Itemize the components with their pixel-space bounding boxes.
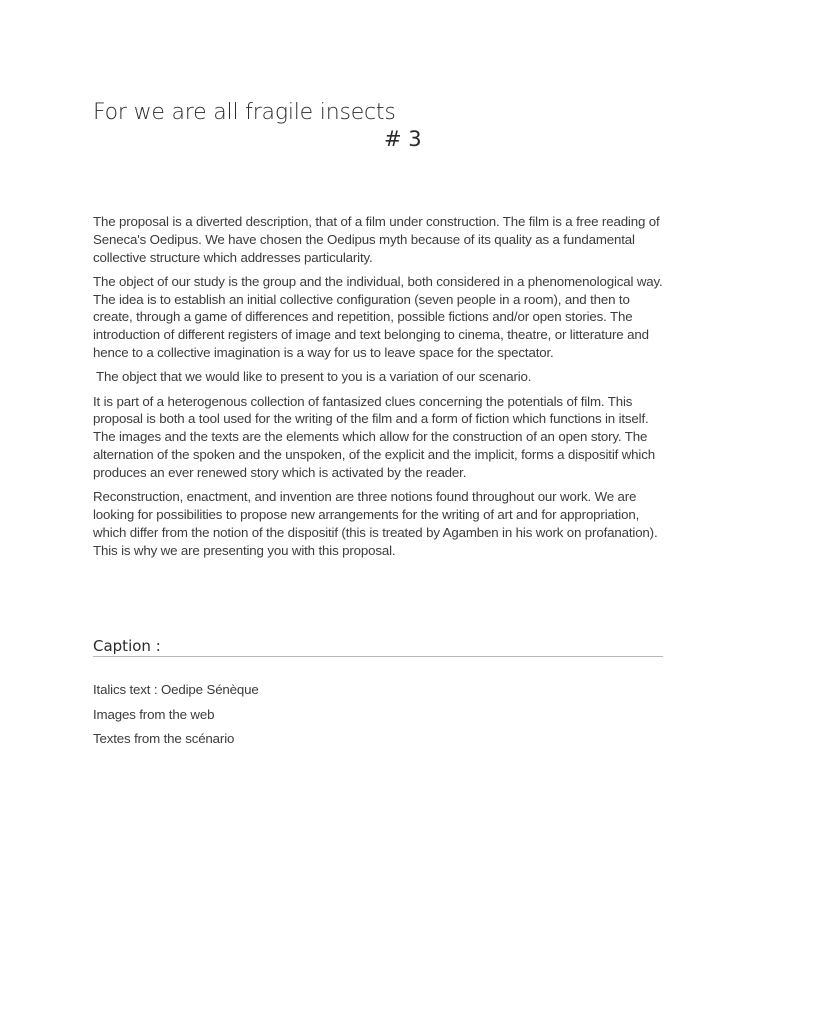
- paragraph-3: The object that we would like to present to you is a variation of our scenario.: [96, 369, 532, 385]
- caption-list: [93, 680, 259, 754]
- paragraph-1: The proposal is a diverted description, that of a film under construction. The film is a free reading of Seneca's Oedipus. We have chosen the Oedipus myth because of its quality as a fundamental collective structure which addresses particularity.: [93, 214, 660, 265]
- caption-item: Italics text : Oedipe Sénèque: [93, 682, 259, 697]
- caption-item: Images from the web: [93, 706, 215, 722]
- paragraph-4: It is part of a heterogenous collection of fantasized clues concerning the potentials of film. This proposal is both a tool used for the writing of the film and a form of fiction which functions in itself. The images and the texts are the elements which allow for the construction of an open story. The alternation of the spoken and the unspoken, of the explicit and the implicit, forms a dispositif which produces an ever renewed story which is activated by the reader.: [93, 393, 655, 480]
- paragraph-5: Reconstruction, enactment, and invention are three notions found throughout our work. We are looking for possibilities to propose new arrangements for the writing of art and for appropriation, which differ from the notion of the dispositif (this is treated by Agamben in his work on profanation). This is why we are presenting you with this proposal.: [93, 489, 658, 558]
- body-text: [93, 213, 668, 566]
- caption-heading: Caption :: [93, 637, 161, 655]
- document-subtitle-number: # 3: [384, 127, 422, 151]
- document-title: For we are all fragile insects: [93, 100, 396, 125]
- caption-divider: [93, 656, 663, 657]
- caption-item: Textes from the scénario: [93, 731, 235, 746]
- paragraph-2: The object of our study is the group and the individual, both considered in a phenomenological way. The idea is to establish an initial collective configuration (seven people in a room), and then to create, through a game of differences and repetition, possible fictions and/or open stories. The introduction of different registers of image and text belonging to cinema, theatre, or litterature and hence to a collective imagination is a way for us to leave space for the spectator.: [93, 273, 663, 361]
